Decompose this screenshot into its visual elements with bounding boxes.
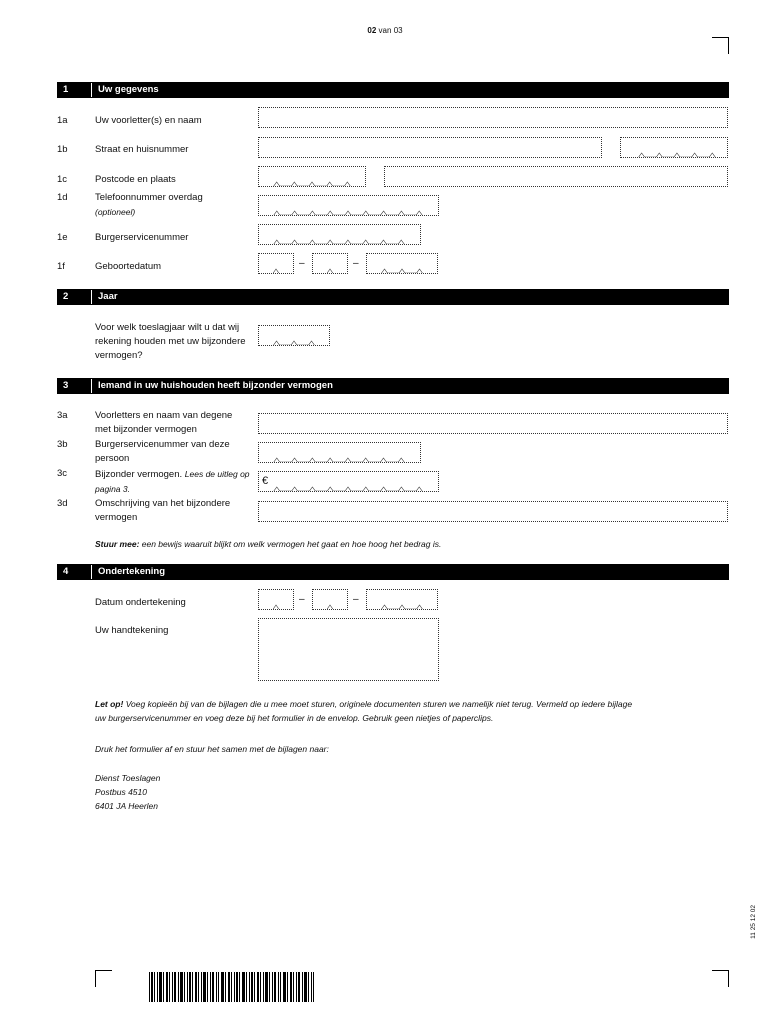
- birth-day-field[interactable]: [258, 253, 294, 274]
- send-along-note: Stuur mee: een bewijs waaruit blijkt om welk vermogen het gaat en hoe hoog het bedrag is.: [95, 539, 442, 549]
- barcode-image: [149, 972, 314, 1002]
- label-street: Straat en huisnummer: [95, 144, 189, 155]
- sign-month-field[interactable]: [312, 589, 348, 610]
- code-3d: 3d: [57, 498, 68, 509]
- house-number-field[interactable]: [620, 137, 728, 158]
- code-1e: 1e: [57, 232, 68, 243]
- code-1b: 1b: [57, 144, 68, 155]
- sign-year-field[interactable]: [366, 589, 438, 610]
- label-person-bsn: Burgerservicenummer van deze persoon: [95, 439, 230, 464]
- label-birthdate: Geboortedatum: [95, 261, 162, 272]
- year-field[interactable]: [258, 325, 330, 346]
- address-line-2: Postbus 4510: [95, 787, 147, 797]
- label-person-name: Voorletters en naam van degene met bijzonder vermogen: [95, 410, 233, 435]
- label-wealth: Bijzonder vermogen. Lees de uitleg op pagina 3.: [95, 469, 250, 494]
- code-3a: 3a: [57, 410, 68, 421]
- wealth-description-field[interactable]: [258, 501, 728, 522]
- euro-sign: €: [262, 475, 269, 487]
- bsn-field[interactable]: [258, 224, 421, 245]
- birth-year-field[interactable]: [366, 253, 438, 274]
- label-phone: Telefoonnummer overdag: [95, 192, 203, 203]
- code-3c: 3c: [57, 468, 68, 479]
- label-sign-date: Datum ondertekening: [95, 597, 186, 608]
- wealth-amount-field[interactable]: [258, 471, 439, 492]
- city-field[interactable]: [384, 166, 728, 187]
- street-field[interactable]: [258, 137, 602, 158]
- form-code: 11 25 12 02: [750, 905, 757, 939]
- label-signature: Uw handtekening: [95, 625, 169, 636]
- phone-field[interactable]: [258, 195, 439, 216]
- section-1-header: 1 Uw gegevens: [57, 82, 729, 98]
- label-wealth-description: Omschrijving van het bijzondere vermogen: [95, 498, 231, 523]
- code-3b: 3b: [57, 439, 68, 450]
- date-separator: –: [299, 594, 305, 605]
- date-separator: –: [299, 258, 305, 269]
- person-bsn-field[interactable]: [258, 442, 421, 463]
- section-4-header: 4 Ondertekening: [57, 564, 729, 580]
- person-name-field[interactable]: [258, 413, 728, 434]
- code-1d: 1d: [57, 192, 68, 203]
- date-separator: –: [353, 258, 359, 269]
- label-postcode: Postcode en plaats: [95, 174, 176, 185]
- address-line-3: 6401 JA Heerlen: [95, 801, 159, 811]
- label-phone-optional: (optioneel): [95, 207, 136, 217]
- code-1c: 1c: [57, 174, 68, 185]
- corner-mark-bottom-right: [712, 970, 729, 987]
- section-2-header: 2 Jaar: [57, 289, 729, 305]
- code-1a: 1a: [57, 115, 68, 126]
- name-field[interactable]: [258, 107, 728, 128]
- postcode-field[interactable]: [258, 166, 366, 187]
- birth-month-field[interactable]: [312, 253, 348, 274]
- corner-mark-top-right: [712, 37, 729, 54]
- let-op-note-line2: uw burgerservicenummer en voeg deze bij het formulier in de envelop. Gebruik geen nietjes of paperclips.: [95, 713, 494, 723]
- signature-field[interactable]: [258, 618, 439, 681]
- section-3-header: 3 Iemand in uw huishouden heeft bijzonder vermogen: [57, 378, 729, 394]
- label-name: Uw voorletter(s) en naam: [95, 115, 202, 126]
- code-1f: 1f: [57, 261, 65, 272]
- let-op-note: Let op! Voeg kopieën bij van de bijlagen die u mee moet sturen, originele documenten sturen we namelijk niet terug. Vermeld op iedere bijlage: [95, 699, 633, 709]
- sign-day-field[interactable]: [258, 589, 294, 610]
- page-number: 02 van 03: [367, 26, 403, 35]
- corner-mark-bottom-left: [95, 970, 112, 987]
- address-line-1: Dienst Toeslagen: [95, 773, 161, 783]
- label-year-question: Voor welk toeslagjaar wilt u dat wij rekening houden met uw bijzondere vermogen?: [95, 322, 246, 361]
- label-bsn: Burgerservicenummer: [95, 232, 189, 243]
- date-separator: –: [353, 594, 359, 605]
- send-instruction: Druk het formulier af en stuur het samen met de bijlagen naar:: [95, 744, 329, 754]
